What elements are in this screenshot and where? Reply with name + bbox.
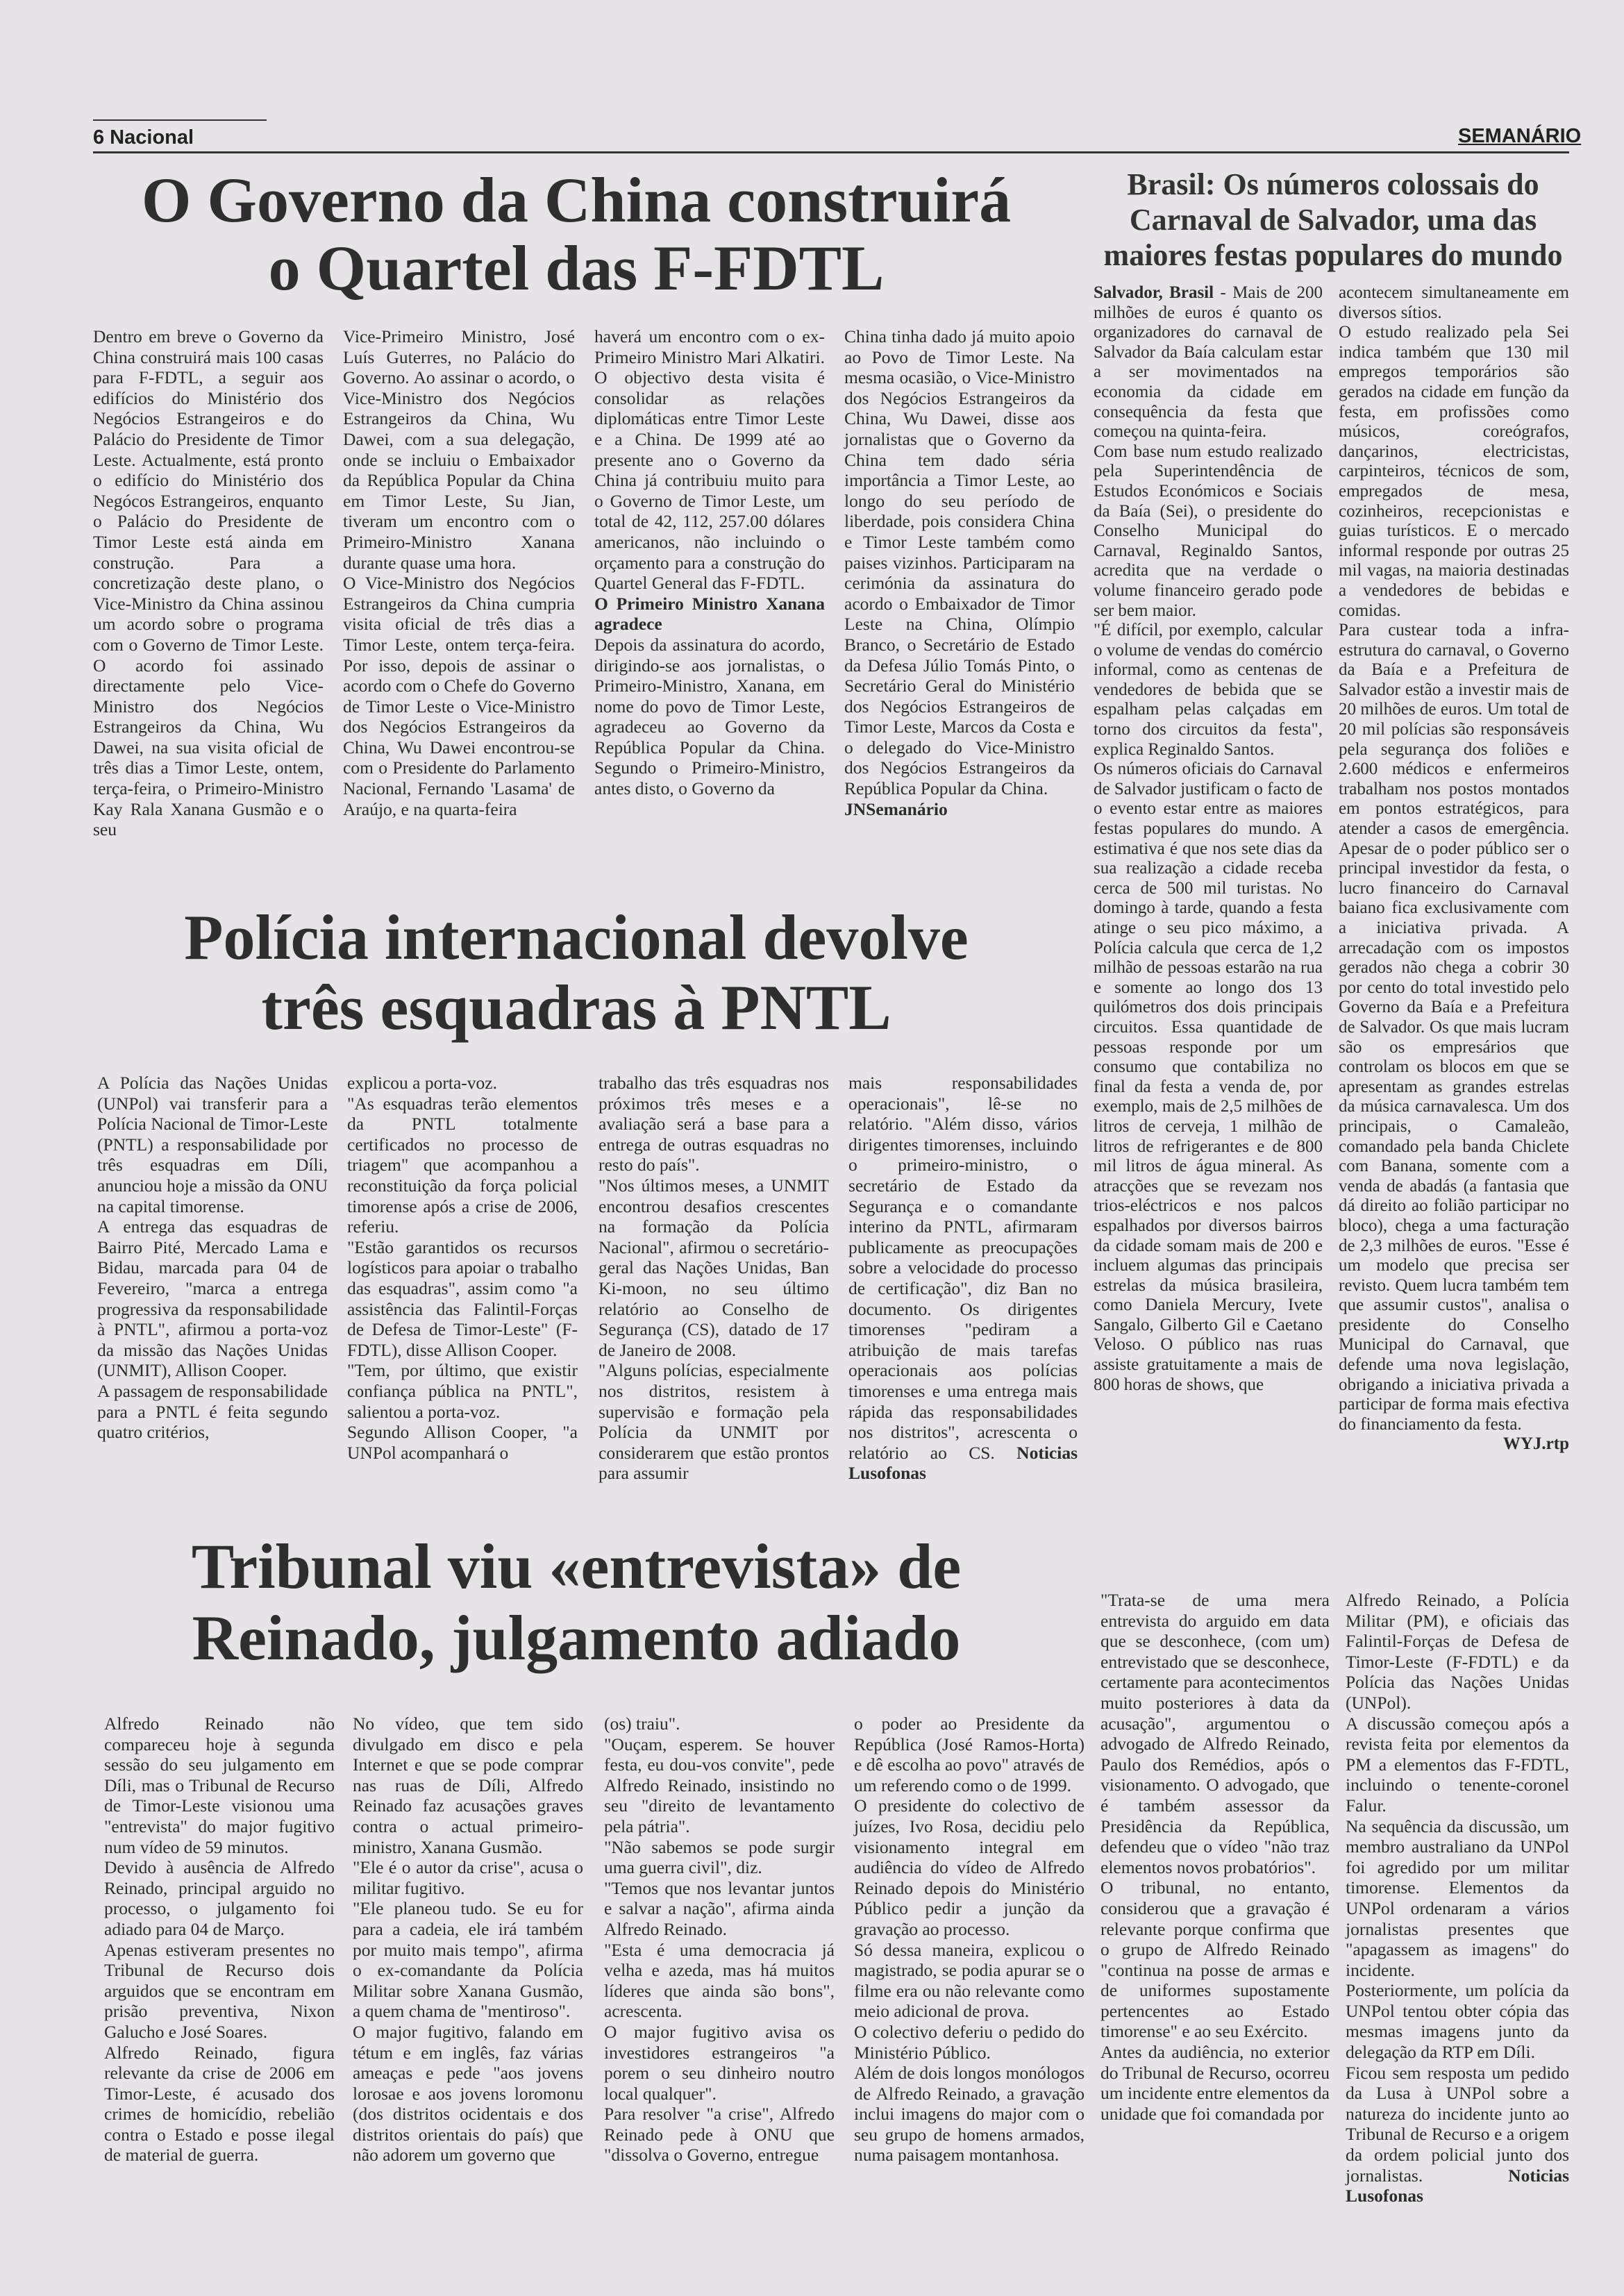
tribunal-col-5 (1100, 1590, 1330, 2124)
carnaval-lead: - Mais de 200 milhões de euros é quanto os organizadores do carnaval de Salvador da Baía calculam estar a ser movimentados na economia da cidade em consequência da festa que começou na quinta-feira. (1094, 283, 1323, 442)
pntl-signature: Noticias Lusofonas (848, 1442, 1078, 1484)
newspaper-name: SEMANÁRIO (1458, 125, 1582, 147)
pntl-headline-line1: Polícia internacional devolve (184, 902, 969, 973)
china-paragraph: Vice-Primeiro Ministro, José Luís Guterres, no Palácio do Governo. Ao assinar o acordo, o Vice-Ministro dos Negócios Estrangeiros da China, Wu Dawei, com a sua delegação, onde se incluiu o Embaixador da República Popular da China em Timor Leste, Su Jian, tiveram um encontro com o Primeiro-Ministro Xanana durante quase uma hora. (343, 326, 575, 573)
pntl-paragraph: explicou a porta-voz. (347, 1073, 497, 1093)
pntl-paragraph: A Polícia das Nações Unidas (UNPol) vai transferir para a Polícia Nacional de Timor-Leste (PNTL) a responsabilidade por três esquadras em Díli, anunciou hoje a missão da ONU na capital timorense. (97, 1073, 328, 1216)
tribunal-paragraph: "Não sabemos se pode surgir uma guerra civil", diz. (604, 1836, 835, 1878)
china-headline-line1: O Governo da China construirá (141, 165, 1012, 235)
tribunal-paragraph: Só dessa maneira, explicou o magistrado, se podia apurar se o filme era ou não relevante como meio adicional de prova. (854, 1939, 1085, 2022)
tribunal-paragraph: Antes da audiência, no exterior do Tribunal de Recurso, ocorreu um incidente entre elementos da unidade que foi comandada por (1100, 2042, 1330, 2124)
pntl-paragraph: "As esquadras terão elementos da PNTL totalmente certificados no processo de triagem" que acompanhou a reconstituição da força policial timorense após a crise de 2006, referiu. (347, 1093, 578, 1237)
tribunal-paragraph: o poder ao Presidente da República (José Ramos-Horta) e dê escolha ao povo" através de um referendo como o de 1999. (854, 1713, 1085, 1795)
tribunal-paragraph: O tribunal, no entanto, considerou que a gravação é relevante porque confirma que o grupo de Alfredo Reinado "continua na posse de armas e de uniformes supostamente pertencentes ao Estado timorense" e ao seu Exército. (1100, 1877, 1330, 2042)
carnaval-headline: Brasil: Os números colossais do Carnaval de Salvador, uma das maiores festas populares do mundo (1103, 167, 1563, 273)
tribunal-col-3 (604, 1713, 835, 2165)
header-rule (93, 151, 1569, 153)
tribunal-paragraph: Para resolver "a crise", Alfredo Reinado pede à ONU que "dissolva o Governo, entregue (604, 2104, 835, 2165)
china-col-3 (594, 326, 825, 799)
pntl-col-2 (347, 1073, 578, 1463)
tribunal-paragraph: No vídeo, que tem sido divulgado em disco e pela Internet e que se pode comprar nas ruas de Díli, Alfredo Reinado faz acusações graves contra o actual primeiro-ministro, Xanana Gusmão. (353, 1713, 583, 1857)
tribunal-signature: Noticias Lusofonas (1346, 2165, 1569, 2206)
tribunal-paragraph: Devido à ausência de Alfredo Reinado, principal arguido no processo, o julgamento foi adiado para 04 de Março. (104, 1857, 335, 1939)
pntl-headline-line2: três esquadras à PNTL (261, 972, 891, 1044)
china-col-1 (93, 326, 324, 840)
tribunal-closing-text: Ficou sem resposta um pedido da Lusa à UNPol sobre a natureza do incidente junto ao Tribunal de Recurso e a origem da ordem policial junto dos jornalistas. (1346, 2062, 1569, 2186)
tribunal-paragraph: Apenas estiveram presentes no Tribunal de Recurso dois arguidos que se encontram em prisão preventiva, Nixon Galucho e José Soares. (104, 1939, 335, 2042)
tribunal-paragraph: "Ele planeou tudo. Se eu for para a cadeia, ele irá também por muito mais tempo", afirma o ex-comandante da Polícia Militar sobre Xanana Gusmão, a quem chama de "mentiroso". (353, 1898, 583, 2022)
tribunal-paragraph: "Ouçam, esperem. Se houver festa, eu dou-vos convite", pede Alfredo Reinado, insistindo no seu "direito de levantamento pela pátria". (604, 1734, 835, 1836)
tribunal-col-1 (104, 1713, 335, 2165)
carnaval-col-2 (1339, 283, 1569, 1455)
china-paragraph: Depois da assinatura do acordo, dirigindo-se aos jornalistas, o Primeiro-Ministro, Xanana, em nome do povo de Timor Leste, agradeceu ao Governo da República Popular da China. Segundo o Primeiro-Ministro, antes disto, o Governo da (594, 634, 825, 799)
china-paragraph: haverá um encontro com o ex-Primeiro Ministro Mari Alkatiri. O objectivo desta visita é consolidar as relações diplomáticas entre Timor Leste e a China. De 1999 até ao presente ano o Governo da China já contribuiu muito para o Governo de Timor Leste, um total de 42, 112, 257.00 dólares americanos, não incluindo o orçamento para a construção do Quartel General das F-FDTL. (594, 326, 825, 594)
pntl-paragraph: A entrega das esquadras de Bairro Pité, Mercado Lama e Bidau, marcada para 04 de Fevereiro, "marca a entrega progressiva da responsabilidade à PNTL", afirmou a porta-voz da missão das Nações Unidas (UNMIT), Allison Cooper. (97, 1216, 328, 1381)
china-paragraph: O Vice-Ministro dos Negócios Estrangeiros da China cumpria visita oficial de três dias a Timor Leste, ontem terça-feira. Por isso, depois de assinar o acordo com o Chefe do Governo de Timor Leste o Vice-Ministro dos Negócios Estrangeiros da China, Wu Dawei encontrou-se com o Presidente do Parlamento Nacional, Fernando 'Lasama' de Araújo, e na quarta-feira (343, 573, 575, 819)
china-col-4 (844, 326, 1075, 819)
tribunal-headline-line1: Tribunal viu «entrevista» de (191, 1531, 962, 1602)
tribunal-paragraph: "Esta é uma democracia já velha e azeda, mas há muitos líderes que ainda são bons", acrescenta. (604, 1939, 835, 2022)
carnaval-paragraph: Com base num estudo realizado pela Superintendência de Estudos Económicos e Sociais da Baía (Sei), o presidente do Conselho Municipal do Carnaval, Reginaldo Santos, acredita que na verdade o volume financeiro gerado pode ser bem maior. (1094, 442, 1323, 620)
tribunal-col-6 (1346, 1590, 1569, 2206)
pntl-paragraph: "Estão garantidos os recursos logísticos para apoiar o trabalho das esquadras", assim como "a assistência das Falintil-Forças de Defesa de Timor-Leste" (F-FDTL), disse Allison Cooper. (347, 1237, 578, 1360)
carnaval-paragraph: O estudo realizado pela Sei indica também que 130 mil empregos temporários são gerados na cidade em função da festa, em profissões como músicos, coreógrafos, dançarinos, electricistas, carpinteiros, técnicos de som, empregados de mesa, cozinheiros, recepcionistas e guias turísticos. E o mercado informal responde por outras 25 mil vagas, na maioria destinadas a vendedores de bebidas e comidas. (1339, 323, 1569, 620)
tribunal-col-2 (353, 1713, 583, 2165)
pntl-paragraph: trabalho das três esquadras nos próximos três meses e a avaliação será a base para a entrega de outras esquadras no resto do país". (598, 1073, 829, 1175)
tribunal-paragraph: (os) traiu". (604, 1713, 680, 1734)
tribunal-paragraph: Alfredo Reinado não compareceu hoje à segunda sessão do seu julgamento em Díli, mas o Tribunal de Recurso de Timor-Leste visionou uma "entrevista" do major fugitivo num vídeo de 59 minutos. (104, 1713, 335, 1857)
tribunal-headline-line2: Reinado, julgamento adiado (192, 1602, 961, 1674)
tribunal-paragraph: A discussão começou após a revista feita por elementos da PM a elementos das F-FDTL, incluindo o tenente-coronel Falur. (1346, 1713, 1569, 1816)
china-paragraph: China tinha dado já muito apoio ao Povo de Timor Leste. Na mesma ocasião, o Vice-Ministro dos Negócios Estrangeiros da China, Wu Dawei, disse aos jornalistas que o Governo da China tem dado séria importância a Timor Leste, ao longo do seu período de liberdade, pois considera China e Timor Leste também como paises vizinhos. Participaram na cerimónia da assinatura do acordo o Embaixador de Timor Leste na China, Olímpio Branco, o Secretário de Estado da Defesa Júlio Tomás Pinto, o Secretário Geral do Ministério dos Negócios Estrangeiros de Timor Leste, Marcos da Costa e o delegado do Vice-Ministro dos Negócios Estrangeiros da República Popular da China. (844, 326, 1075, 799)
pntl-paragraph: "Nos últimos meses, a UNMIT encontrou desafios crescentes na formação da Polícia Nacional", afirmou o secretário-geral das Nações Unidas, Ban Ki-moon, no seu último relatório ao Conselho de Segurança (CS), datado de 17 de Janeiro de 2008. (598, 1175, 829, 1360)
pntl-headline (76, 903, 1076, 1043)
china-headline (76, 167, 1076, 302)
pntl-paragraph: A passagem de responsabilidade para a PNTL é feita segundo quatro critérios, (97, 1380, 328, 1443)
pntl-paragraph: "Alguns polícias, especialmente nos distritos, resistem à supervisão e formação pela Polícia da UNMIT por considerarem que estão prontos para assumir (598, 1360, 829, 1484)
carnaval-col-1 (1094, 283, 1323, 1395)
china-headline-line2: o Quartel das F-FDTL (268, 232, 885, 303)
carnaval-signature: WYJ.rtp (1502, 1434, 1569, 1454)
carnaval-paragraph: Para custear toda a infra-estrutura do carnaval, o Governo da Baía e a Prefeitura de Salvador estão a investir mais de 20 milhões de euros. Um total de 20 mil polícias são responsáveis pela segurança dos foliões e 2.600 médicos e enfermeiros trabalham nos postos montados em pontos estratégicos, para atender a casos de emergência. Apesar de o poder público ser o principal investidor da festa, o lucro financeiro do Carnaval baiano fica exclusivamente com a iniciativa privada. A arrecadação com os impostos gerados não chega a cobrir 30 por cento do total investido pelo Governo da Baía e a Prefeitura de Salvador. Os que mais lucram são os empresários que controlam os blocos em que se apresentam as grandes estrelas da música carnavalesca. Um dos principais, o Camaleão, comandado pela banda Chiclete com Banana, somente com a venda de abadás (a fantasia que dá direito ao folião participar no bloco), chega a uma facturação de 2,3 milhões de euros. "Esse é um modelo que precisa ser revisto. Quem lucra também tem que assumir custos", analisa o presidente do Conselho Municipal do Carnaval, que defende uma nova legislação, obrigando a iniciativa privada a participar de forma mais efectiva do financiamento da festa. (1339, 621, 1569, 1434)
tribunal-paragraph: Além de dois longos monólogos de Alfredo Reinado, a gravação inclui imagens do major com o seu grupo de homens armados, numa paisagem montanhosa. (854, 2063, 1085, 2165)
tribunal-paragraph (1346, 2063, 1569, 2206)
china-subhead: O Primeiro Ministro Xanana agradece (594, 593, 825, 635)
tribunal-paragraph: O colectivo deferiu o pedido do Ministério Público. (854, 2021, 1085, 2063)
tribunal-paragraph: Na sequência da discussão, um membro australiano da UNPol foi agredido por um militar timorense. Elementos da UNPol ordenaram a vários jornalistas presentes que "apagassem as imagens" do incidente. (1346, 1816, 1569, 1980)
tribunal-paragraph: "Ele é o autor da crise", acusa o militar fugitivo. (353, 1857, 583, 1898)
carnaval-paragraph: acontecem simultaneamente em diversos sítios. (1339, 283, 1569, 322)
pntl-col-3 (598, 1073, 829, 1484)
carnaval-paragraph: Os números oficiais do Carnaval de Salvador justificam o facto de o evento estar entre as maiores festas populares do mundo. A estimativa é que nos sete dias da sua realização a cidade receba cerca de 500 mil turistas. No domingo à tarde, quando a festa atinge o seu pico máximo, a Polícia calcula que cerca de 1,2 milhão de pessoas estarão na rua e somente ao longo dos 13 quilómetros dos dois principais circuitos. Essa quantidade de pessoas responde por um consumo que contabiliza no final da festa a venda de, por exemplo, mais de 2,5 milhões de litros de cerveja, 1 milhão de litros de refrigerantes e de 800 mil litros de água mineral. As atracções que se revezam nos trios-eléctricos e nos palcos espalhados por diversos bairros da cidade somam mais de 200 e incluem algumas das principais estrelas da música brasileira, como Daniela Mercury, Ivete Sangalo, Gilberto Gil e Caetano Veloso. O público nas ruas assiste gratuitamente a mais de 800 horas de shows, que (1094, 760, 1323, 1394)
pntl-paragraph: "Tem, por último, que existir confiança pública na PNTL", salientou a porta-voz. (347, 1360, 578, 1422)
carnaval-paragraph (1094, 283, 1323, 442)
carnaval-dateline: Salvador, Brasil (1094, 283, 1214, 302)
section-rule (93, 119, 267, 121)
pntl-col-1 (97, 1073, 328, 1443)
china-paragraph: Dentro em breve o Governo da China construirá mais 100 casas para F-FDTL, a seguir aos edifícios do Ministério dos Negócios Estrangeiros e do Palácio do Presidente de Timor Leste. Actualmente, está pronto o edifício do Ministério dos Negócos Estrangeiros, enquanto o Palácio do Presidente de Timor Leste está ainda em construção. Para a concretização deste plano, o Vice-Ministro da China assinou um acordo sobre o programa com o Governo de Timor Leste. O acordo foi assinado directamente pelo Vice- Ministro dos Negócios Estrangeiros da China, Wu Dawei, na sua visita oficial de três dias a Timor Leste, ontem, terça-feira, o Primeiro-Ministro Kay Rala Xanana Gusmão e o seu (93, 326, 324, 840)
section-label: 6 Nacional (93, 126, 194, 149)
tribunal-paragraph: Alfredo Reinado, figura relevante da crise de 2006 em Timor-Leste, é acusado dos crimes de homicídio, rebelião contra o Estado e posse ilegal de material de guerra. (104, 2042, 335, 2165)
tribunal-paragraph: Alfredo Reinado, a Polícia Militar (PM), e oficiais das Falintil-Forças de Defesa de Timor-Leste (F-FDTL) e da Polícia das Nações Unidas (UNPol). (1346, 1590, 1569, 1713)
tribunal-paragraph: "Temos que nos levantar juntos e salvar a nação", afirma ainda Alfredo Reinado. (604, 1877, 835, 1939)
tribunal-paragraph: O presidente do colectivo de juízes, Ivo Rosa, decidiu pelo visionamento integral em audiência do vídeo de Alfredo Reinado depois do Ministério Público pedir a junção da gravação ao processo. (854, 1795, 1085, 1939)
pntl-closing-text: mais responsabilidades operacionais", lê-se no relatório. "Além disso, vários dirigentes timorenses, incluindo o primeiro-ministro, o secretário de Estado da Segurança e o comandante interino da PNTL, afirmaram publicamente as preocupações sobre a velocidade do processo de certificação", diz Ban no documento. Os dirigentes timorenses "pediram a atribuição de mais tarefas operacionais aos polícias timorenses e uma entrega mais rápida das responsabilidades nos distritos", acrescenta o relatório ao CS. (848, 1073, 1078, 1463)
china-col-2 (343, 326, 575, 819)
tribunal-paragraph: O major fugitivo avisa os investidores estrangeiros "a porem o seu dinheiro noutro local qualquer". (604, 2021, 835, 2104)
carnaval-paragraph: "É difícil, por exemplo, calcular o volume de vendas do comércio informal, como as centenas de vendedores de bebida que se espalham pelas calçadas em torno dos circuitos da festa", explica Reginaldo Santos. (1094, 621, 1323, 759)
tribunal-headline (76, 1531, 1076, 1674)
tribunal-paragraph: O major fugitivo, falando em tétum e em inglês, faz várias ameaças e pede "aos jovens lorosae e aos jovens loromonu (dos distritos ocidentais e dos distritos orientais do país) que não adorem um governo que (353, 2021, 583, 2165)
tribunal-col-4 (854, 1713, 1085, 2165)
tribunal-paragraph: Posteriormente, um polícia da UNPol tentou obter cópia das mesmas imagens junto da delegação da RTP em Díli. (1346, 1980, 1569, 2063)
pntl-col-4 (848, 1073, 1078, 1484)
china-signature: JNSemanário (844, 798, 948, 819)
tribunal-paragraph: "Trata-se de uma mera entrevista do arguido em data que se desconhece, (com um) entrevistado que se desconhece, certamente para acontecimentos muito posteriores à data da acusação", argumentou o advogado de Alfredo Reinado, Paulo dos Remédios, após o visionamento. O advogado, que é também assessor da Presidência da República, defendeu que o vídeo "não traz elementos novos probatórios". (1100, 1590, 1330, 1877)
pntl-paragraph (848, 1073, 1078, 1484)
pntl-paragraph: Segundo Allison Cooper, "a UNPol acompanhará o (347, 1422, 578, 1463)
